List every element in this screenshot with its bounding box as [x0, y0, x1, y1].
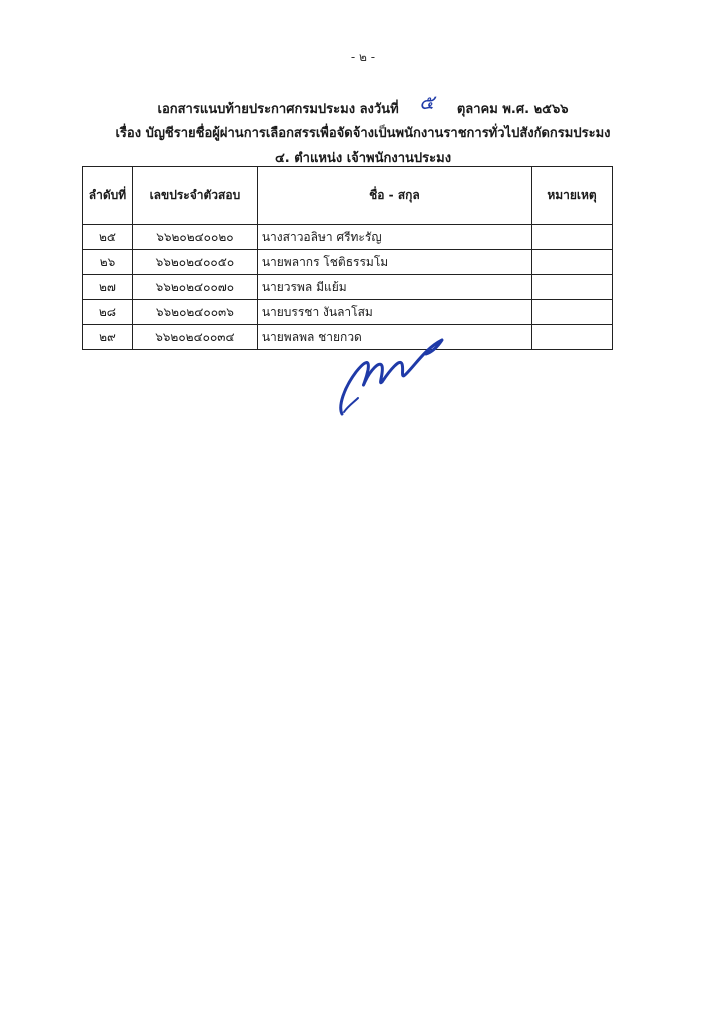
cell-order: ๒๘: [83, 300, 133, 325]
cell-order: ๒๗: [83, 275, 133, 300]
cell-order: ๒๕: [83, 225, 133, 250]
table-header-row: [83, 167, 613, 225]
cell-exam-id: ๖๖๒๐๒๔๐๐๗๐: [132, 275, 257, 300]
signature-icon: [330, 326, 460, 426]
title-suffix: ตุลาคม พ.ศ. ๒๕๖๖: [456, 102, 569, 117]
table-row: [83, 275, 613, 300]
cell-order: ๒๙: [83, 325, 133, 350]
cell-exam-id: ๖๖๒๐๒๔๐๐๓๔: [132, 325, 257, 350]
cell-exam-id: ๖๖๒๐๒๔๐๐๒๐: [132, 225, 257, 250]
table-row: [83, 300, 613, 325]
column-header-name: ชื่อ - สกุล: [257, 167, 531, 225]
results-table: [82, 166, 613, 350]
handwritten-day: ๕: [419, 90, 435, 114]
table-row: [83, 225, 613, 250]
title-prefix: เอกสารแนบท้ายประกาศกรมประมง ลงวันที่: [157, 102, 399, 117]
cell-name: นายพลากร โชติธรรมโม: [257, 250, 531, 275]
cell-note: [532, 275, 613, 300]
cell-note: [532, 225, 613, 250]
cell-name: นายบรรชา งันลาโสม: [257, 300, 531, 325]
column-header-note: หมายเหตุ: [532, 167, 613, 225]
cell-order: ๒๖: [83, 250, 133, 275]
position-heading: ๔. ตำแหน่ง เจ้าพนักงานประมง: [274, 151, 452, 166]
cell-exam-id: ๖๖๒๐๒๔๐๐๕๐: [132, 250, 257, 275]
cell-note: [532, 300, 613, 325]
table-row: [83, 250, 613, 275]
document-title: [0, 90, 726, 122]
cell-name: นางสาวอลิษา ศรีทะรัญ: [257, 225, 531, 250]
document-subject: เรื่อง บัญชีรายชื่อผู้ผ่านการเลือกสรรเพื่อจัดจ้างเป็นพนักงานราชการทั่วไปสังกัดกรมประมง: [115, 126, 611, 141]
column-header-exam-id: เลขประจำตัวสอบ: [132, 167, 257, 225]
page-number: - ๒ -: [350, 50, 376, 64]
cell-note: [532, 250, 613, 275]
cell-name: นายวรพล มีแย้ม: [257, 275, 531, 300]
cell-note: [532, 325, 613, 350]
cell-name: นายพลพล ชายกวด: [257, 325, 531, 350]
cell-exam-id: ๖๖๒๐๒๔๐๐๓๖: [132, 300, 257, 325]
column-header-order: ลำดับที่: [83, 167, 133, 225]
